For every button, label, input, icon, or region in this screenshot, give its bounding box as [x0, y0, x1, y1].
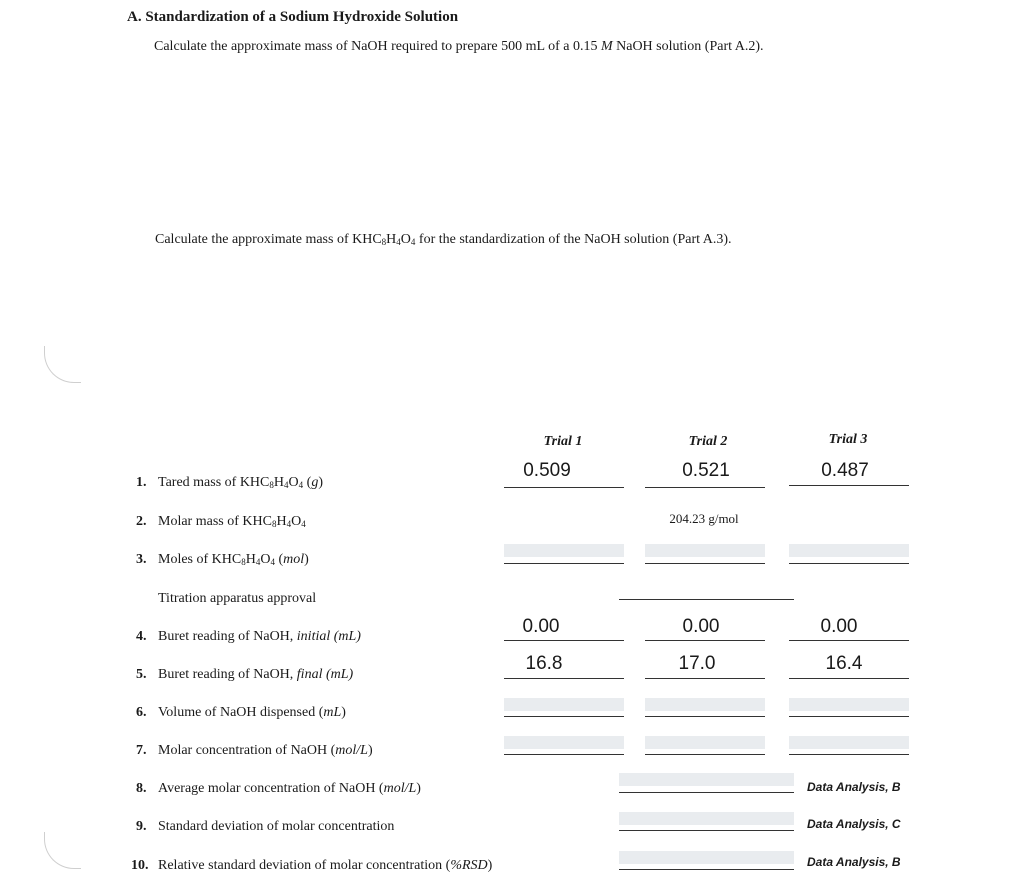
- row-label-moles: 3. Moles of $KHC_8H_4O_4$ (mol): [136, 552, 309, 567]
- data-analysis-note: Data Analysis, B: [807, 855, 901, 869]
- row-label-rsd: 10. Relative standard deviation of molar concentration (%RSD): [131, 858, 493, 873]
- volume-trial-3-field[interactable]: [789, 698, 909, 711]
- margin-curve-mark: [44, 346, 81, 383]
- concentration-trial-2-field[interactable]: [645, 736, 765, 749]
- tared-mass-trial-2[interactable]: 0.521: [682, 460, 730, 481]
- tared-mass-trial-3[interactable]: 0.487: [821, 460, 869, 481]
- answer-line: [789, 485, 909, 486]
- answer-line: [789, 678, 909, 679]
- answer-line: [789, 754, 909, 755]
- answer-line: [645, 640, 765, 641]
- buret-initial-trial-2[interactable]: 0.00: [682, 616, 720, 637]
- row-label-buret-initial: 4. Buret reading of NaOH, initial (mL): [136, 629, 361, 644]
- row-label-molar-mass: 2. Molar mass of $KHC_8H_4O_4$: [136, 514, 306, 529]
- answer-line: [789, 716, 909, 717]
- answer-line: [504, 754, 624, 755]
- volume-trial-1-field[interactable]: [504, 698, 624, 711]
- volume-trial-2-field[interactable]: [645, 698, 765, 711]
- answer-line: [789, 640, 909, 641]
- answer-line: [504, 487, 624, 488]
- answer-line: [504, 640, 624, 641]
- answer-line: [619, 792, 794, 793]
- data-analysis-note: Data Analysis, B: [807, 780, 901, 794]
- row-label-molar-concentration: 7. Molar concentration of NaOH (mol/L): [136, 743, 373, 758]
- answer-line: [645, 678, 765, 679]
- concentration-trial-1-field[interactable]: [504, 736, 624, 749]
- moles-trial-2-field[interactable]: [645, 544, 765, 557]
- section-heading: A. Standardization of a Sodium Hydroxide Solution: [127, 9, 459, 25]
- tared-mass-trial-1[interactable]: 0.509: [523, 460, 571, 481]
- row-label-tared-mass: 1. Tared mass of $KHC_8H_4O_4$ (g): [136, 475, 323, 490]
- moles-trial-1-field[interactable]: [504, 544, 624, 557]
- molar-mass-value: 204.23 g/mol: [669, 511, 739, 526]
- rsd-field[interactable]: [619, 851, 794, 864]
- question-khp-mass: Calculate the approximate mass of $KHC_8H_4O_4$ for the standardization of the NaOH solution (Part A.3).: [155, 232, 732, 247]
- row-label-average: 8. Average molar concentration of NaOH (mol/L): [136, 781, 421, 796]
- question-naoh-mass: Calculate the approximate mass of NaOH required to prepare 500 mL of a 0.15 M NaOH solution (Part A.2).: [154, 39, 764, 54]
- answer-line: [504, 563, 624, 564]
- trial-3-header: Trial 3: [828, 432, 868, 447]
- answer-line: [504, 716, 624, 717]
- answer-line: [645, 563, 765, 564]
- buret-final-trial-1[interactable]: 16.8: [525, 653, 563, 674]
- moles-trial-3-field[interactable]: [789, 544, 909, 557]
- answer-line: [504, 678, 624, 679]
- average-field[interactable]: [619, 773, 794, 786]
- answer-line: [789, 563, 909, 564]
- answer-line: [619, 869, 794, 870]
- answer-line: [645, 754, 765, 755]
- buret-initial-trial-3[interactable]: 0.00: [820, 616, 858, 637]
- concentration-trial-3-field[interactable]: [789, 736, 909, 749]
- buret-final-trial-3[interactable]: 16.4: [825, 653, 863, 674]
- std-dev-field[interactable]: [619, 812, 794, 825]
- approval-line[interactable]: [619, 599, 794, 600]
- answer-line: [645, 487, 765, 488]
- buret-final-trial-2[interactable]: 17.0: [678, 653, 716, 674]
- trial-1-header: Trial 1: [543, 434, 583, 449]
- row-label-volume: 6. Volume of NaOH dispensed (mL): [136, 705, 346, 720]
- answer-line: [619, 830, 794, 831]
- row-label-buret-final: 5. Buret reading of NaOH, final (mL): [136, 667, 354, 682]
- data-analysis-note: Data Analysis, C: [807, 817, 901, 831]
- row-label-approval: Titration apparatus approval: [158, 591, 317, 606]
- buret-initial-trial-1[interactable]: 0.00: [522, 616, 560, 637]
- trial-2-header: Trial 2: [688, 434, 728, 449]
- margin-curve-mark: [44, 832, 81, 869]
- answer-line: [645, 716, 765, 717]
- row-label-std-dev: 9. Standard deviation of molar concentration: [136, 819, 395, 834]
